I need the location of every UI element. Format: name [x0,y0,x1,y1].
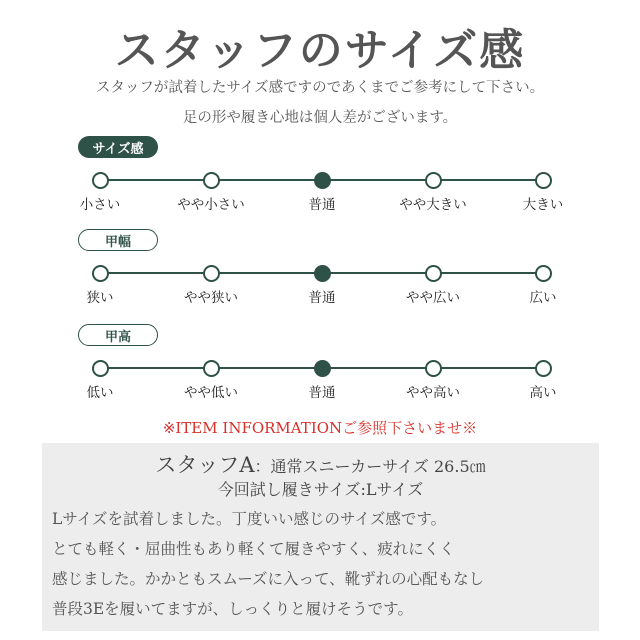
staff-comment-line: 感じました。かかともスムーズに入って、靴ずれの心配もなし [52,570,485,588]
scale-label: 普通 [308,290,336,306]
scale-label: 普通 [308,385,336,401]
scale-instep-width [0,229,640,309]
scale-dot [203,172,220,189]
scale-label: 低い [86,385,114,401]
scale-label: 狭い [86,290,114,306]
scale-label: やや広い [406,290,460,306]
scale-label: 高い [529,385,557,401]
scale-label: 普通 [308,197,336,213]
staff-comment-line: Lサイズを試着しました。丁度いい感じのサイズ感です。 [52,510,447,528]
scale-label: やや大きい [399,197,467,213]
scale-label: 小さい [79,197,121,213]
scale-badge: 甲幅 [78,229,158,251]
scale-dot-selected [314,360,331,377]
staff-usual-size [42,449,599,479]
scale-dot [535,360,552,377]
scale-dot-selected [314,172,331,189]
scale-dot [535,172,552,189]
staff-review-box [42,443,599,631]
staff-usual-size-text: ：通常スニーカーサイズ 26.5㎝ [254,457,486,476]
staff-name: スタッフA [155,453,255,477]
scale-label: 広い [529,290,557,306]
scale-dot [203,360,220,377]
scale-dot [425,360,442,377]
scale-badge: 甲高 [78,324,158,346]
scale-badge: サイズ感 [78,136,158,158]
scale-instep-height [0,324,640,404]
page-title: スタッフのサイズ感 [114,25,526,76]
scale-dot [92,360,109,377]
staff-comment-line: とても軽く・屈曲性もあり軽くて履きやすく、疲れにくく [52,540,455,558]
scale-dot [92,172,109,189]
subtitle-line-2: 足の形や履き心地は個人差がございます。 [182,110,458,126]
scale-dot [425,172,442,189]
scale-label: やや高い [406,385,460,401]
scale-label: 大きい [522,197,564,213]
scale-dot-selected [314,265,331,282]
scale-dot [535,265,552,282]
scale-dot [425,265,442,282]
scale-size-feel [0,136,640,216]
scale-label: やや狭い [184,290,238,306]
item-information-notice: ※ITEM INFORMATIONご参照下さいませ※ [162,419,478,437]
staff-trial-size: 今回試し履きサイズ:Lサイズ [217,480,424,499]
scale-dot [203,265,220,282]
scale-label: やや小さい [177,197,245,213]
staff-comment-line: 普段3Eを履いてますが、しっくりと履けそうです。 [52,600,413,618]
scale-label: やや低い [184,385,238,401]
subtitle-line-1: スタッフが試着したサイズ感ですのであくまでご参考にして下さい。 [95,80,545,96]
scale-dot [92,265,109,282]
